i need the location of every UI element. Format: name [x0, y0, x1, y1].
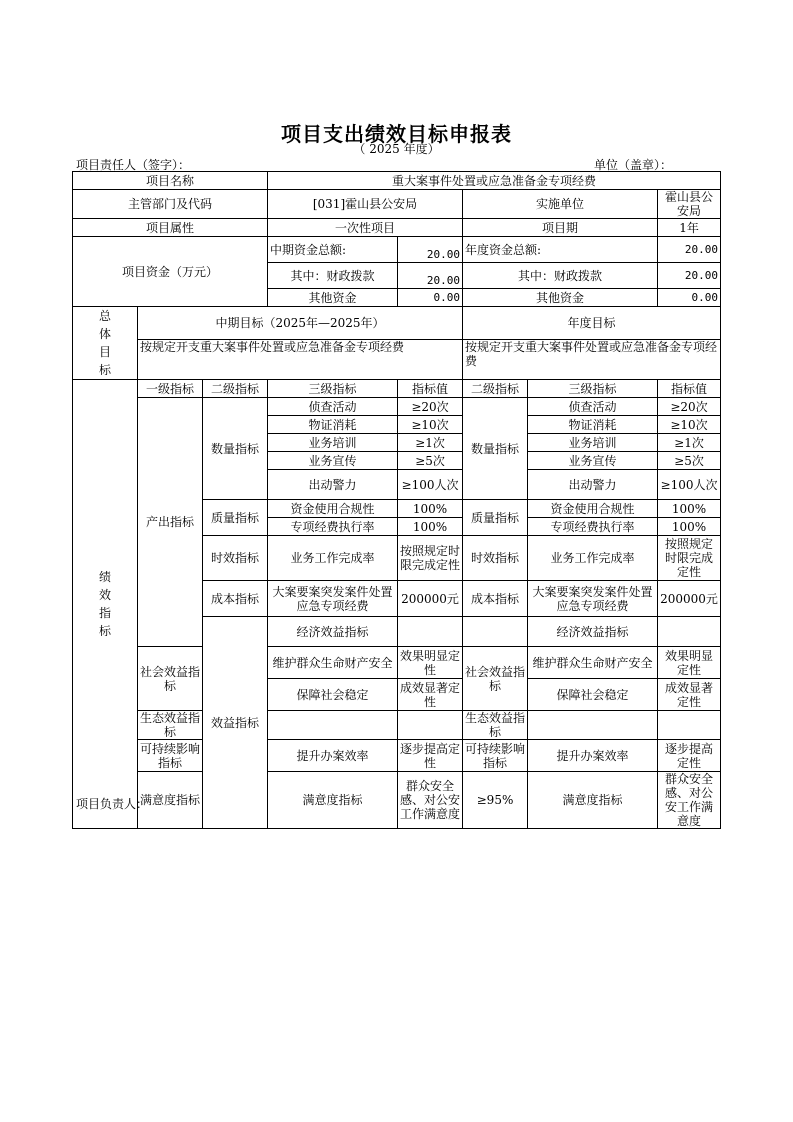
table-row-cell [398, 617, 463, 647]
table-row-cell: 逐步提高定性 [398, 740, 463, 772]
cost-indicator-label: 成本指标 [203, 581, 268, 617]
table-row-cell: 出动警力 [528, 470, 658, 500]
table-row-cell: 大案要案突发案件处置应急专项经费 [268, 581, 398, 617]
impl-unit-label: 实施单位 [463, 190, 658, 219]
year-goal-header: 年度目标 [463, 307, 721, 340]
quantity-indicator-label: 数量指标 [203, 398, 268, 500]
table-row-cell: ≥100人次 [398, 470, 463, 500]
table-row-cell: 100% [658, 500, 721, 518]
table-row-cell: 业务宣传 [528, 452, 658, 470]
year-total-value: 20.00 [658, 237, 721, 263]
table-row-cell: 专项经费执行率 [268, 518, 398, 536]
satisfaction-level1-label: 满意度指标 [138, 772, 203, 829]
table-row-cell: 效果明显定性 [658, 647, 721, 679]
year-fiscal-label: 其中：财政拨款 [463, 263, 658, 289]
table-row-cell: 群众安全感、对公安工作满意度 [658, 772, 721, 829]
table-row-cell: ≥10次 [658, 416, 721, 434]
sustain-indicator-label: 可持续影响指标 [138, 740, 203, 772]
perf-indicator-label: 绩效指标 [73, 380, 138, 829]
satisfaction-level2-label: 满意度指标 [268, 772, 398, 829]
year-other-value: 0.00 [658, 289, 721, 307]
sustain-indicator-label-year: 可持续影响指标 [463, 740, 528, 772]
table-row-cell: 物证消耗 [268, 416, 398, 434]
social-indicator-label: 社会效益指标 [138, 647, 203, 711]
table-row-cell: 保障社会稳定 [528, 679, 658, 711]
table-row-cell: ≥10次 [398, 416, 463, 434]
economic-indicator-label-year: 经济效益指标 [528, 617, 658, 647]
table-row-cell [658, 711, 721, 740]
table-row-cell: 资金使用合规性 [268, 500, 398, 518]
table-row-cell: ≥1次 [658, 434, 721, 452]
year-total-label: 年度资金总额: [463, 237, 658, 263]
output-indicator-label: 产出指标 [138, 398, 203, 647]
eco-indicator-label-year: 生态效益指标 [463, 711, 528, 740]
project-period-value: 1年 [658, 219, 721, 237]
project-name-value: 重大案事件处置或应急准备金专项经费 [268, 172, 721, 190]
level3-header-year: 三级指标 [528, 380, 658, 398]
table-row-cell: 出动警力 [268, 470, 398, 500]
table-row-cell: 业务培训 [268, 434, 398, 452]
quantity-indicator-label-year: 数量指标 [463, 398, 528, 500]
table-row-cell: 维护群众生命财产安全 [268, 647, 398, 679]
table-row-cell: 业务宣传 [268, 452, 398, 470]
mid-other-value: 0.00 [398, 289, 463, 307]
year-line: （ 2025 年度） [353, 142, 440, 156]
mid-goal-text: 按规定开支重大案事件处置或应急准备金专项经费 [138, 339, 463, 379]
level3-header: 三级指标 [268, 380, 398, 398]
mid-total-value: 20.00 [398, 237, 463, 263]
project-attr-value: 一次性项目 [268, 219, 463, 237]
table-row-cell: 侦查活动 [528, 398, 658, 416]
benefit-indicator-label: 效益指标 [203, 617, 268, 829]
impl-unit-value: 霍山县公安局 [658, 190, 721, 219]
mid-fiscal-label: 其中：财政拨款 [268, 263, 398, 289]
table-row-cell: 按照规定时限完成定性 [398, 536, 463, 581]
table-row-cell: 业务工作完成率 [268, 536, 398, 581]
mid-fiscal-value: 20.00 [398, 263, 463, 289]
table-row-cell [528, 711, 658, 740]
table-row-cell: 专项经费执行率 [528, 518, 658, 536]
table-row-cell: ≥100人次 [658, 470, 721, 500]
dept-label: 主管部门及代码 [73, 190, 268, 219]
table-row-cell: 按照规定时限完成定性 [658, 536, 721, 581]
project-leader-label: 项目负责人： [76, 797, 149, 811]
table-row-cell: ≥95% [463, 772, 528, 829]
mid-other-label: 其他资金 [268, 289, 398, 307]
table-row-cell: 资金使用合规性 [528, 500, 658, 518]
economic-indicator-label: 经济效益指标 [268, 617, 398, 647]
table-row-cell: 业务工作完成率 [528, 536, 658, 581]
project-attr-label: 项目属性 [73, 219, 268, 237]
eco-indicator-label: 生态效益指标 [138, 711, 203, 740]
table-row-cell: 成效显著定性 [398, 679, 463, 711]
project-period-label: 项目期 [463, 219, 658, 237]
table-row-cell: 成效显著定性 [658, 679, 721, 711]
timeliness-indicator-label: 时效指标 [203, 536, 268, 581]
social-indicator-label-year: 社会效益指标 [463, 647, 528, 711]
table-row-cell: 保障社会稳定 [268, 679, 398, 711]
table-row-cell: 提升办案效率 [528, 740, 658, 772]
table-row-cell: ≥1次 [398, 434, 463, 452]
table-row-cell: 200000元 [398, 581, 463, 617]
table-row-cell: 大案要案突发案件处置应急专项经费 [528, 581, 658, 617]
table-row-cell [463, 617, 528, 647]
table-row-cell [658, 617, 721, 647]
satisfaction-level2-label-year: 满意度指标 [528, 772, 658, 829]
quality-indicator-label-year: 质量指标 [463, 500, 528, 536]
table-row-cell: ≥5次 [658, 452, 721, 470]
table-row-cell: 侦查活动 [268, 398, 398, 416]
level2-header: 二级指标 [203, 380, 268, 398]
level1-header: 一级指标 [138, 380, 203, 398]
funds-label: 项目资金（万元） [73, 237, 268, 307]
responsible-signature-label: 项目责任人（签字）： [76, 158, 191, 172]
year-goal-text: 按规定开支重大案事件处置或应急准备金专项经费 [463, 339, 721, 379]
table-row-cell: 200000元 [658, 581, 721, 617]
table-row-cell: 100% [398, 518, 463, 536]
table-row-cell: ≥20次 [398, 398, 463, 416]
unit-seal-label: 单位（盖章）： [594, 158, 673, 172]
project-name-label: 项目名称 [73, 172, 268, 190]
mid-total-label: 中期资金总额: [268, 237, 398, 263]
year-fiscal-value: 20.00 [658, 263, 721, 289]
table-row-cell: 100% [658, 518, 721, 536]
table-row-cell: ≥20次 [658, 398, 721, 416]
table-row-cell: 物证消耗 [528, 416, 658, 434]
table-row-cell: 提升办案效率 [268, 740, 398, 772]
form-title: 项目支出绩效目标申报表 [281, 122, 512, 146]
cost-indicator-label-year: 成本指标 [463, 581, 528, 617]
table-row-cell: 群众安全感、对公安工作满意度 [398, 772, 463, 829]
year-other-label: 其他资金 [463, 289, 658, 307]
table-row-cell [398, 711, 463, 740]
performance-target-table [72, 171, 721, 829]
quality-indicator-label: 质量指标 [203, 500, 268, 536]
table-row-cell: 业务培训 [528, 434, 658, 452]
level2-header-year: 二级指标 [463, 380, 528, 398]
value-header: 指标值 [398, 380, 463, 398]
table-row-cell: 逐步提高定性 [658, 740, 721, 772]
table-row-cell: 100% [398, 500, 463, 518]
table-row-cell: 维护群众生命财产安全 [528, 647, 658, 679]
timeliness-indicator-label-year: 时效指标 [463, 536, 528, 581]
value-header-year: 指标值 [658, 380, 721, 398]
overall-goal-label: 总体目标 [73, 307, 138, 380]
mid-goal-header: 中期目标（2025年—2025年） [138, 307, 463, 340]
table-row-cell: 效果明显定性 [398, 647, 463, 679]
table-row-cell: ≥5次 [398, 452, 463, 470]
dept-value: [031]霍山县公安局 [268, 190, 463, 219]
table-row-cell [268, 711, 398, 740]
